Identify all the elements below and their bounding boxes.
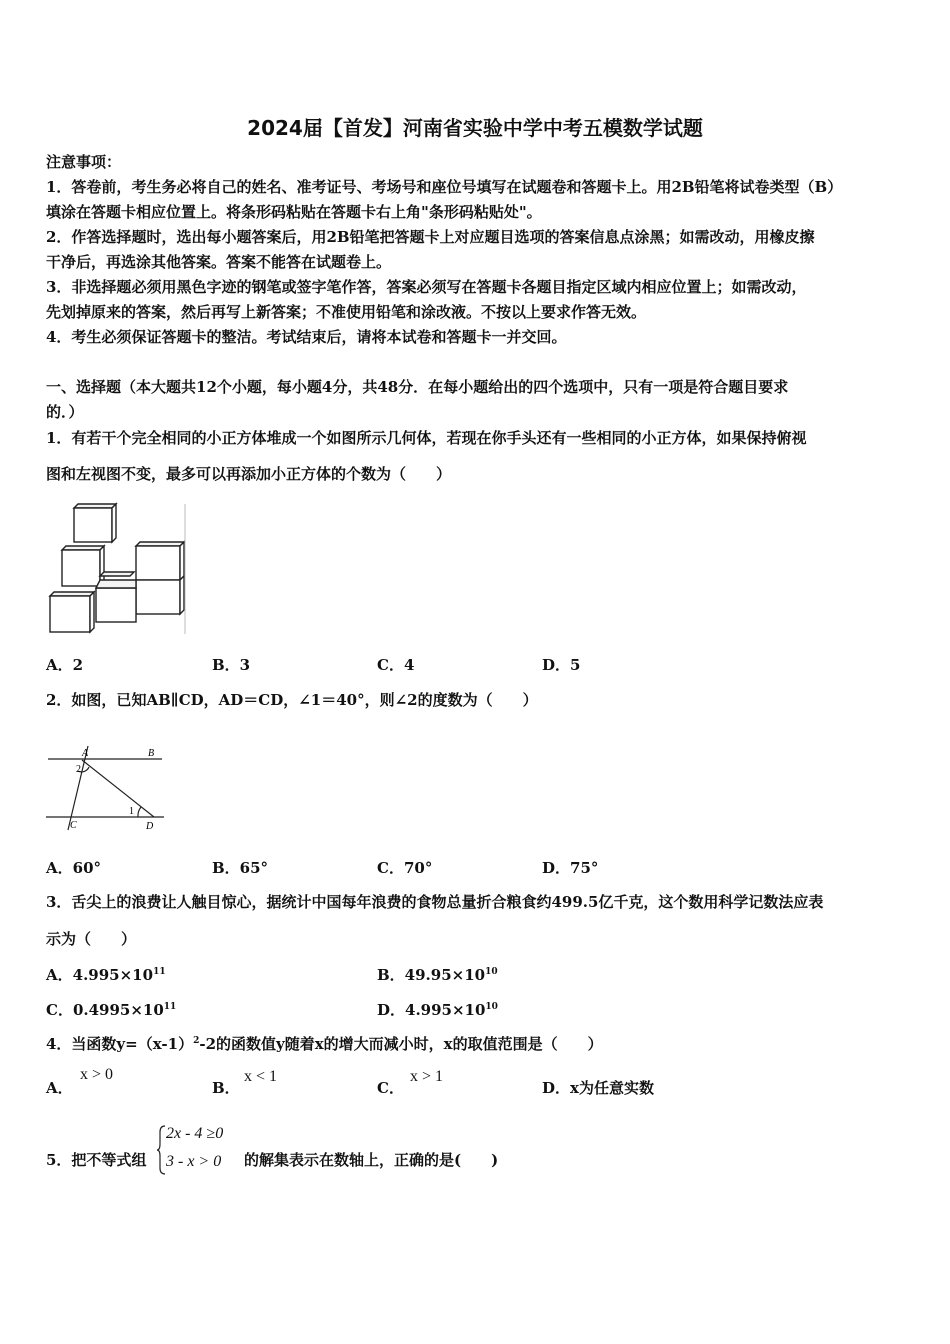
q4-option-a-letter[interactable]: A．: [46, 1079, 73, 1097]
notice-line: 3．非选择题必须用黑色字迹的钢笔或签字笔作答，答案必须写在答题卡各题目指定区域内相应位置上；如需改动，: [46, 278, 807, 296]
notice-line: 1．答卷前，考生务必将自己的姓名、准考证号、考场号和座位号填写在试题卷和答题卡上。用2B铅笔将试卷类型（B）: [46, 178, 843, 196]
label-b: B: [148, 748, 155, 759]
q3-stem-cont: 示为（ ）: [46, 930, 137, 948]
q3-option-b-exp: 10: [485, 967, 498, 977]
section-heading: 一、选择题（本大题共12个小题，每小题4分，共48分．在每小题给出的四个选项中，只有一项是符合题目要求: [46, 378, 789, 396]
notice-line: 先划掉原来的答案，然后再写上新答案；不准使用铅笔和涂改液。不按以上要求作答无效。: [46, 303, 647, 321]
q2-option-d[interactable]: D．75°: [542, 859, 599, 877]
q4-option-d[interactable]: D．x为任意实数: [542, 1079, 654, 1097]
page-title: 2024届【首发】河南省实验中学中考五模数学试题: [247, 116, 703, 140]
q3-option-d[interactable]: [377, 997, 498, 1020]
q4-option-b-letter[interactable]: B．: [212, 1079, 240, 1097]
section-heading-cont: 的．）: [46, 403, 84, 421]
q1-stem: 1．有若干个完全相同的小正方体堆成一个如图所示几何体，若现在你手头还有一些相同的小正方体，如果保持俯视: [46, 429, 807, 447]
notice-line: 4．考生必须保证答题卡的整洁。考试结束后，请将本试卷和答题卡一并交回。: [46, 328, 567, 346]
q5-inequality-2: 3 - x > 0: [166, 1153, 222, 1170]
q2-option-b[interactable]: B．65°: [212, 859, 269, 877]
q1-option-c[interactable]: C．4: [377, 656, 415, 674]
notice-line: 填涂在答题卡相应位置上。将条形码粘贴在答题卡右上角"条形码粘贴处"。: [46, 203, 542, 221]
q3-option-c-base: C．0.4995×10: [46, 1001, 164, 1019]
q3-option-c-exp: 11: [163, 1002, 177, 1012]
q4-option-c-letter[interactable]: C．: [377, 1079, 404, 1097]
q3-option-a-exp: 11: [153, 967, 166, 977]
notice-line: 2．作答选择题时，选出每小题答案后，用2B铅笔把答题卡上对应题目选项的答案信息点涂黑；如需改动，用橡皮擦: [46, 228, 815, 246]
notice-line: 干净后，再选涂其他答案。答案不能答在试题卷上。: [46, 253, 392, 271]
q2-option-a[interactable]: A．60°: [46, 859, 102, 877]
q2-option-c[interactable]: C．70°: [377, 859, 433, 877]
q3-option-d-base: D．4.995×10: [377, 1001, 486, 1019]
q3-option-d-exp: 10: [485, 1002, 498, 1012]
q3-option-b[interactable]: [377, 962, 498, 985]
label-a: A: [82, 748, 89, 759]
angle-2-label: 2: [76, 764, 81, 775]
q1-option-b[interactable]: B．3: [212, 656, 251, 674]
q4-stem: [46, 1031, 603, 1054]
q1-option-a[interactable]: A．2: [46, 656, 84, 674]
cube-stack-figure: [44, 500, 189, 636]
q3-stem: 3．舌尖上的浪费让人触目惊心，据统计中国每年浪费的食物总量折合粮食约499.5亿千克，这个数用科学记数法应表: [46, 893, 824, 911]
label-d: D: [146, 821, 154, 832]
q4-stem-b: -2的函数值y随着x的增大而减小时，x的取值范围是（ ）: [199, 1035, 603, 1053]
label-c: C: [70, 820, 77, 831]
q3-option-a[interactable]: [46, 962, 166, 985]
q4-option-a-math: x > 0: [80, 1066, 114, 1083]
q1-stem-cont: 图和左视图不变，最多可以再添加小正方体的个数为（ ）: [46, 465, 452, 483]
q2-stem: 2．如图，已知AB∥CD，AD＝CD，∠1＝40°，则∠2的度数为（ ）: [46, 691, 538, 709]
q4-stem-exp: 2: [193, 1036, 200, 1046]
q4-option-b-math: x < 1: [244, 1068, 278, 1085]
q4-option-c-math: x > 1: [410, 1068, 444, 1085]
q3-option-a-base: A．4.995×10: [46, 966, 154, 984]
q3-option-c[interactable]: [46, 997, 176, 1020]
q1-option-d[interactable]: D．5: [542, 656, 581, 674]
notice-heading: 注意事项：: [46, 153, 122, 171]
q5-prefix: 5．把不等式组: [46, 1151, 147, 1169]
q5-inequality-1: 2x - 4 ≥0: [166, 1125, 224, 1142]
q4-stem-a: 4．当函数y=（x-1）: [46, 1035, 194, 1053]
angle-1-label: 1: [129, 806, 134, 817]
q3-option-b-base: B．49.95×10: [377, 966, 486, 984]
q5-suffix: 的解集表示在数轴上，正确的是( ): [244, 1151, 499, 1169]
parallel-lines-figure: [44, 740, 166, 832]
